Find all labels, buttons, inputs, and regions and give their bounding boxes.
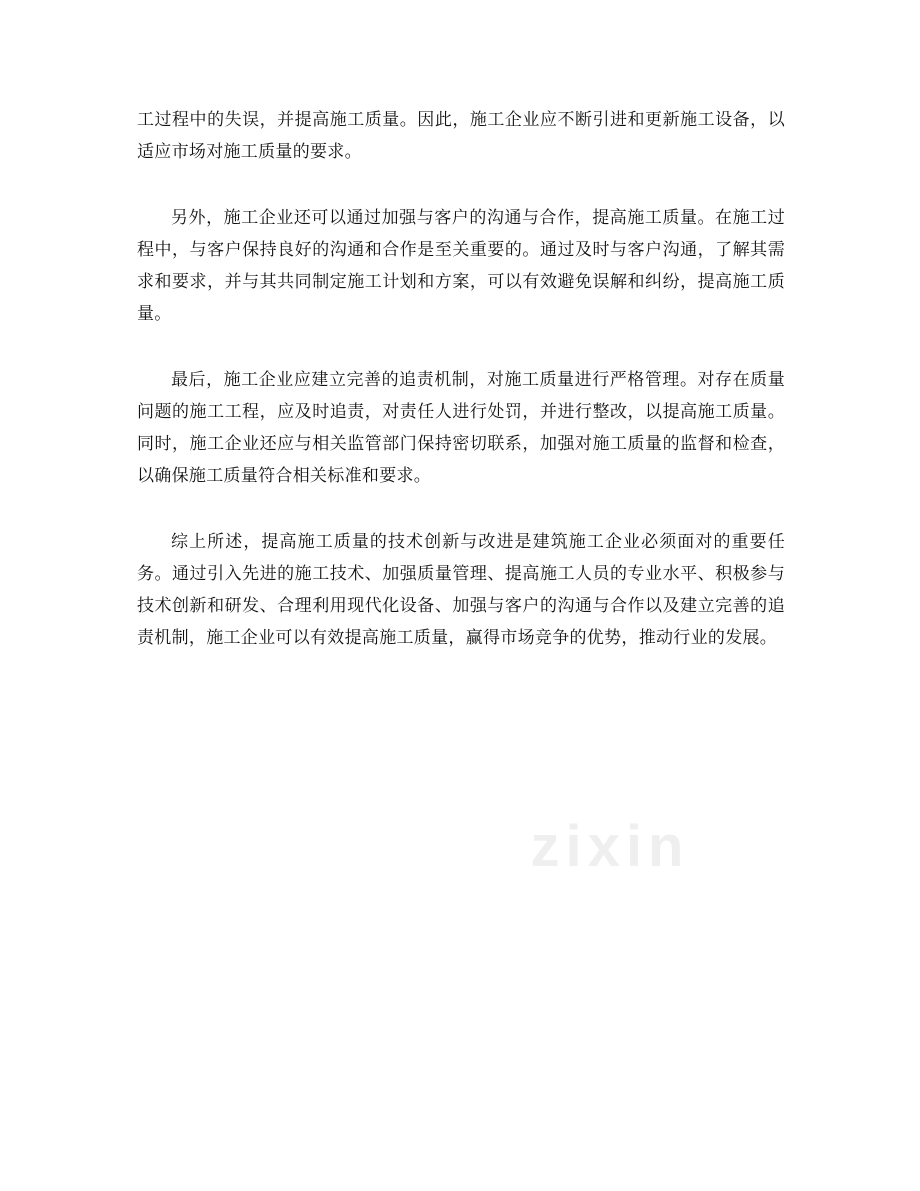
paragraph-conclusion: 综上所述，提高施工质量的技术创新与改进是建筑施工企业必须面对的重要任务。通过引入先进的施工技术、加强质量管理、提高施工人员的专业水平、积极参与技术创新和研发、合理利用现代化设备、加强与客户的沟通与合作以及建立完善的追责机制，施工企业可以有效提高施工质量，赢得市场竞争的优势，推动行业的发展。	[137, 532, 785, 648]
paragraph-continuation: 工过程中的失误，并提高施工质量。因此，施工企业应不断引进和更新施工设备，以适应市场对施工质量的要求。	[137, 110, 785, 162]
paragraph-customer-communication: 另外，施工企业还可以通过加强与客户的沟通与合作，提高施工质量。在施工过程中，与客户保持良好的沟通和合作是至关重要的。通过及时与客户沟通，了解其需求和要求，并与其共同制定施工计划和方案，可以有效避免误解和纠纷，提高施工质量。	[137, 208, 785, 324]
paragraph-accountability: 最后，施工企业应建立完善的追责机制，对施工质量进行严格管理。对存在质量问题的施工工程，应及时追责，对责任人进行处罚，并进行整改，以提高施工质量。同时，施工企业还应与相关监管部门保持密切联系，加强对施工质量的监督和检查，以确保施工质量符合相关标准和要求。	[137, 370, 785, 486]
document-body	[137, 104, 785, 688]
svg-text:zixin: zixin	[530, 814, 690, 879]
watermark-logo	[430, 808, 790, 888]
